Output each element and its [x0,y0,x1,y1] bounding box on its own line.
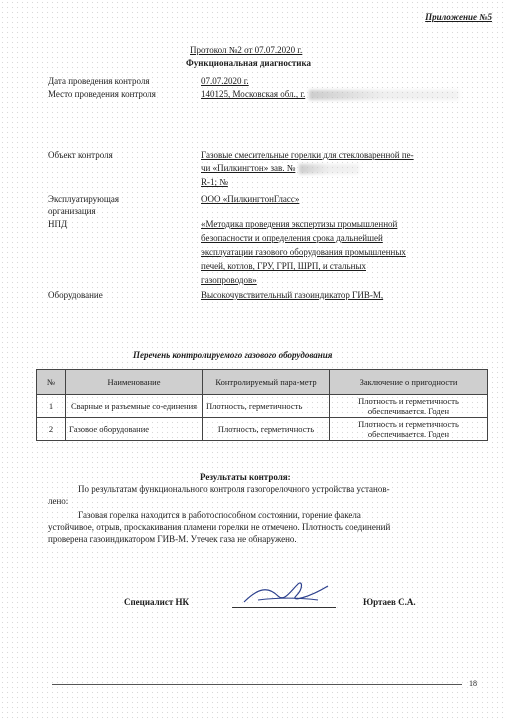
row-number: 1 [37,395,66,418]
object-value-line1: Газовые смесительные горелки для стекловаренной пе- [201,150,414,160]
results-para2-line3: проверена газоиндикатором ГИВ-М. Утечек газа не обнаружено. [48,534,297,544]
header-name: Наименование [66,370,203,395]
header-conclusion: Заключение о пригодности [330,370,488,395]
table-row [37,418,488,441]
nfd-label: НПД [48,219,68,229]
org-label-line2: организация [48,206,96,216]
nfd-value-line3: эксплуатации газового оборудования промышленных [201,247,406,257]
date-label: Дата проведения контроля [48,76,150,86]
nfd-value-line1: «Методика проведения экспертизы промышленной [201,219,398,229]
redacted-address [309,90,459,100]
nfd-value-line4: печей, котлов, ГРУ, ГРП, ШРП, и стальных [201,261,366,271]
object-label: Объект контроля [48,150,113,160]
results-para2-line1: Газовая горелка находится в работоспособном состоянии, горение факела [78,510,361,520]
protocol-number: Протокол №2 от 07.07.2020 г. [190,45,303,55]
object-value-line2: чи «Пилкингтон» зав. № [201,163,296,173]
redacted-serial [299,164,359,174]
org-value: ООО «ПилкингтонГласс» [201,194,300,204]
place-label: Место проведения контроля [48,89,156,99]
row-number: 2 [37,418,66,441]
results-para1-line1: По результатам функционального контроля газогорелочного устройства установ- [78,484,390,494]
equipment-value: Высокочувствительный газоиндикатор ГИВ-М, [201,290,384,300]
row-parameter: Плотность, герметичность [203,395,330,418]
nfd-value-line5: газопроводов» [201,275,257,285]
document-title: Функциональная диагностика [186,58,312,68]
row-parameter: Плотность, герметичность [203,418,330,441]
results-para2-line2: устойчивое, отрыв, проскакивания пламени горелки не отмечено. Плотность соединений [48,522,391,532]
appendix-label: Приложение №5 [425,12,492,22]
table-row [37,395,488,418]
signature-role: Специалист НК [124,597,190,607]
table-title: Перечень контролируемого газового оборудования [133,350,333,360]
signature-name: Юртаев С.А. [363,597,416,607]
row-name: Сварные и разъемные со-единения [66,395,203,418]
org-label-line1: Эксплуатирующая [48,194,119,204]
row-name: Газовое оборудование [66,418,203,441]
row-conclusion: Плотность и герметичность обеспечивается. Годен [330,395,488,418]
table-header-row [37,370,488,395]
handwritten-signature [238,578,334,608]
results-para1-line2: лено: [48,496,69,506]
page-number: 18 [469,679,477,688]
nfd-value-line2: безопасности и определения срока дальнейшей [201,233,383,243]
equipment-table [36,369,488,441]
object-value-line3: R-1; № [201,177,228,187]
date-value: 07.07.2020 г. [201,76,249,86]
place-value: 140125, Московская обл., г. [201,89,306,99]
equipment-label: Оборудование [48,290,103,300]
footer-rule [52,684,462,685]
row-conclusion: Плотность и герметичность обеспечивается. Годен [330,418,488,441]
header-number: № [37,370,66,395]
results-title: Результаты контроля: [200,472,291,482]
header-parameter: Контролируемый пара-метр [203,370,330,395]
